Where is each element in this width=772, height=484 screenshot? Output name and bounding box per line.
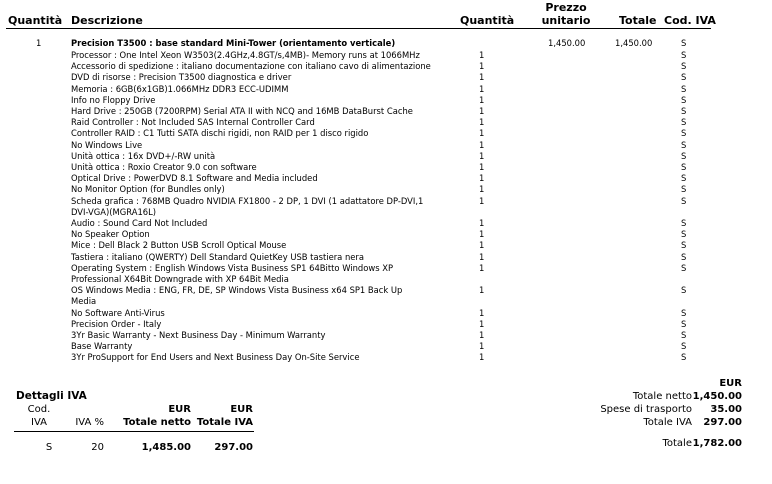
vat-col-vat-label: Totale IVA bbox=[196, 417, 253, 428]
component-description-line: Unità ottica : Roxio Creator 9.0 con software bbox=[71, 162, 257, 172]
component-description-line: Base Warranty bbox=[71, 341, 133, 352]
vat-col-net-label: Totale netto bbox=[123, 417, 191, 428]
component-vat: S bbox=[681, 330, 687, 340]
component-description bbox=[71, 285, 402, 307]
component-qty: 1 bbox=[479, 240, 485, 251]
component-description bbox=[71, 252, 364, 263]
component-qty: 1 bbox=[479, 94, 485, 105]
component-description-line: DVD di risorse : Precision T3500 diagnostica e driver bbox=[71, 72, 292, 83]
component-description bbox=[71, 308, 165, 319]
component-description-line: Professional X64Bit Downgrade with XP 64Bit Media bbox=[71, 274, 289, 284]
header-qty-left: Quantità bbox=[8, 14, 63, 27]
component-vat: S bbox=[681, 106, 687, 116]
component-qty: 1 bbox=[479, 218, 485, 228]
component-vat: S bbox=[681, 50, 687, 60]
header-unit-price bbox=[538, 1, 594, 27]
component-qty: 1 bbox=[479, 139, 485, 150]
component-description-line: No Windows Live bbox=[71, 139, 143, 150]
component-description bbox=[71, 330, 325, 341]
component-description bbox=[71, 162, 257, 173]
component-qty: 1 bbox=[479, 128, 485, 139]
component-description bbox=[71, 263, 393, 285]
component-description bbox=[71, 84, 288, 95]
header-vat-code: Cod. IVA bbox=[664, 14, 716, 27]
header-total: Totale bbox=[619, 14, 657, 27]
component-qty: 1 bbox=[479, 195, 485, 206]
component-qty: 1 bbox=[479, 318, 485, 329]
vat-col-net-currency: EUR bbox=[168, 404, 191, 415]
component-vat: S bbox=[681, 229, 687, 240]
component-vat: S bbox=[681, 184, 687, 195]
component-vat: S bbox=[681, 150, 687, 161]
header-unit-price-line1: Prezzo bbox=[545, 1, 587, 14]
component-qty: 1 bbox=[479, 117, 485, 128]
vat-col-code-1: Cod. bbox=[27, 404, 51, 415]
component-qty: 1 bbox=[479, 83, 485, 94]
component-description-line: Controller RAID : C1 Tutti SATA dischi rigidi, non RAID per 1 disco rigido bbox=[71, 128, 369, 139]
component-vat: S bbox=[681, 139, 687, 150]
component-description-line: Optical Drive : PowerDVD 8.1 Software and Media included bbox=[71, 173, 318, 184]
component-description-line: Precision Order - Italy bbox=[71, 318, 162, 329]
component-description bbox=[71, 95, 155, 106]
component-description-line: Scheda grafica : 768MB Quadro NVIDIA FX1800 - 2 DP, 1 DVI (1 adattatore DP-DVI,1 bbox=[71, 195, 424, 206]
component-vat: S bbox=[681, 94, 687, 105]
component-description bbox=[71, 117, 315, 128]
component-description-line: Processor : One Intel Xeon W3503(2.4GHz,4.8GT/s,4MB)- Memory runs at 1066MHz bbox=[71, 50, 420, 60]
component-qty: 1 bbox=[479, 150, 485, 161]
component-description bbox=[71, 319, 161, 330]
header-qty-right: Quantità bbox=[460, 14, 515, 27]
component-description bbox=[71, 229, 150, 240]
component-vat: S bbox=[681, 307, 687, 318]
component-vat: S bbox=[681, 218, 687, 228]
component-qty: 1 bbox=[479, 307, 485, 318]
component-description-line: DVI-VGA)(MGRA16L) bbox=[71, 206, 157, 217]
totals-currency: EUR bbox=[719, 378, 742, 389]
totals-vat-value: 297.00 bbox=[703, 417, 742, 428]
main-item-vat: S bbox=[681, 38, 687, 48]
component-vat: S bbox=[681, 341, 687, 352]
component-description-line: No Software Anti-Virus bbox=[71, 307, 165, 318]
component-description bbox=[71, 352, 359, 363]
component-vat: S bbox=[681, 285, 687, 296]
totals-net-label: Totale netto bbox=[632, 391, 692, 402]
totals-net-value: 1,450.00 bbox=[692, 391, 742, 402]
header-unit-price-line2: unitario bbox=[541, 14, 591, 27]
header-divider bbox=[6, 28, 711, 29]
component-qty: 1 bbox=[479, 61, 485, 72]
component-description-line: Audio : Sound Card Not Included bbox=[71, 218, 208, 228]
component-description bbox=[71, 240, 286, 251]
main-item-total: 1,450.00 bbox=[615, 38, 653, 48]
component-description-line: 3Yr Basic Warranty - Next Business Day - Minimum Warranty bbox=[71, 330, 326, 340]
component-vat: S bbox=[681, 128, 687, 139]
component-description-line: No Speaker Option bbox=[71, 229, 150, 240]
component-description bbox=[71, 218, 207, 229]
component-vat: S bbox=[681, 61, 687, 72]
component-description-line: 3Yr ProSupport for End Users and Next Business Day On-Site Service bbox=[71, 352, 360, 363]
vat-col-code-2: IVA bbox=[31, 417, 47, 428]
component-vat: S bbox=[681, 251, 687, 262]
component-qty: 1 bbox=[479, 352, 485, 363]
main-item-qty: 1 bbox=[36, 38, 42, 48]
component-vat: S bbox=[681, 240, 687, 251]
component-qty: 1 bbox=[479, 162, 485, 172]
main-item-description: Precision T3500 : base standard Mini-Tower (orientamento verticale) bbox=[71, 38, 396, 48]
component-vat: S bbox=[681, 72, 687, 83]
component-description-line: Mice : Dell Black 2 Button USB Scroll Optical Mouse bbox=[71, 240, 287, 251]
component-vat: S bbox=[681, 117, 687, 128]
vat-row-vat: 297.00 bbox=[214, 442, 253, 453]
component-qty: 1 bbox=[479, 262, 485, 273]
component-qty: 1 bbox=[479, 173, 485, 184]
main-item-unit-price: 1,450.00 bbox=[548, 38, 586, 48]
component-description bbox=[71, 128, 368, 139]
component-description bbox=[71, 173, 318, 184]
vat-col-vat-currency: EUR bbox=[230, 404, 253, 415]
component-description bbox=[71, 341, 132, 352]
vat-row-code: S bbox=[45, 442, 53, 453]
component-description-line: Tastiera : italiano (QWERTY) Dell Standard QuietKey USB tastiera nera bbox=[71, 251, 364, 262]
vat-row-rate: 20 bbox=[91, 442, 104, 453]
component-description-line: Hard Drive : 250GB (7200RPM) Serial ATA II with NCQ and 16MB DataBurst Cache bbox=[71, 106, 413, 116]
component-vat: S bbox=[681, 162, 687, 172]
component-description bbox=[71, 151, 215, 162]
component-description-line: Media bbox=[71, 296, 97, 307]
vat-details-title: Dettagli IVA bbox=[16, 390, 87, 402]
vat-row-net: 1,485.00 bbox=[141, 442, 191, 453]
component-description bbox=[71, 72, 291, 83]
component-vat: S bbox=[681, 83, 687, 94]
vat-table-divider bbox=[14, 431, 254, 432]
totals-grand-label: Totale bbox=[662, 438, 692, 449]
component-qty: 1 bbox=[479, 330, 485, 340]
component-description bbox=[71, 50, 420, 61]
component-qty: 1 bbox=[479, 72, 485, 83]
component-qty: 1 bbox=[479, 184, 485, 195]
component-qty: 1 bbox=[479, 229, 485, 240]
component-vat: S bbox=[681, 318, 687, 329]
component-qty: 1 bbox=[479, 50, 485, 60]
component-description bbox=[71, 184, 225, 195]
component-description bbox=[71, 61, 431, 72]
component-vat: S bbox=[681, 195, 687, 206]
totals-vat-label: Totale IVA bbox=[643, 417, 692, 428]
component-qty: 1 bbox=[479, 285, 485, 296]
component-vat: S bbox=[681, 173, 687, 184]
component-description-line: No Monitor Option (for Bundles only) bbox=[71, 184, 225, 195]
component-description-line: Accessorio di spedizione : italiano documentazione con italiano cavo di alimentazione bbox=[71, 61, 431, 72]
component-vat: S bbox=[681, 262, 687, 273]
totals-grand-value: 1,782.00 bbox=[692, 438, 742, 449]
component-description-line: Raid Controller : Not Included SAS Internal Controller Card bbox=[71, 117, 315, 128]
vat-col-rate: IVA % bbox=[75, 417, 104, 428]
component-description-line: Info no Floppy Drive bbox=[71, 94, 156, 105]
component-description bbox=[71, 196, 423, 218]
component-description-line: Memoria : 6GB(6x1GB)1.066MHz DDR3 ECC-UDIMM bbox=[71, 83, 289, 94]
component-qty: 1 bbox=[479, 251, 485, 262]
totals-shipping-label: Spese di trasporto bbox=[600, 404, 692, 415]
component-description-line: OS Windows Media : ENG, FR, DE, SP Windows Vista Business x64 SP1 Back Up bbox=[71, 285, 403, 296]
component-description bbox=[71, 106, 413, 117]
header-description: Descrizione bbox=[71, 14, 143, 27]
component-description-line: Operating System : English Windows Vista Business SP1 64Bitto Windows XP bbox=[71, 262, 394, 273]
component-vat: S bbox=[681, 352, 687, 363]
totals-shipping-value: 35.00 bbox=[710, 404, 742, 415]
component-qty: 1 bbox=[479, 106, 485, 116]
component-description bbox=[71, 140, 142, 151]
component-qty: 1 bbox=[479, 341, 485, 352]
component-description-line: Unità ottica : 16x DVD+/-RW unità bbox=[71, 150, 216, 161]
